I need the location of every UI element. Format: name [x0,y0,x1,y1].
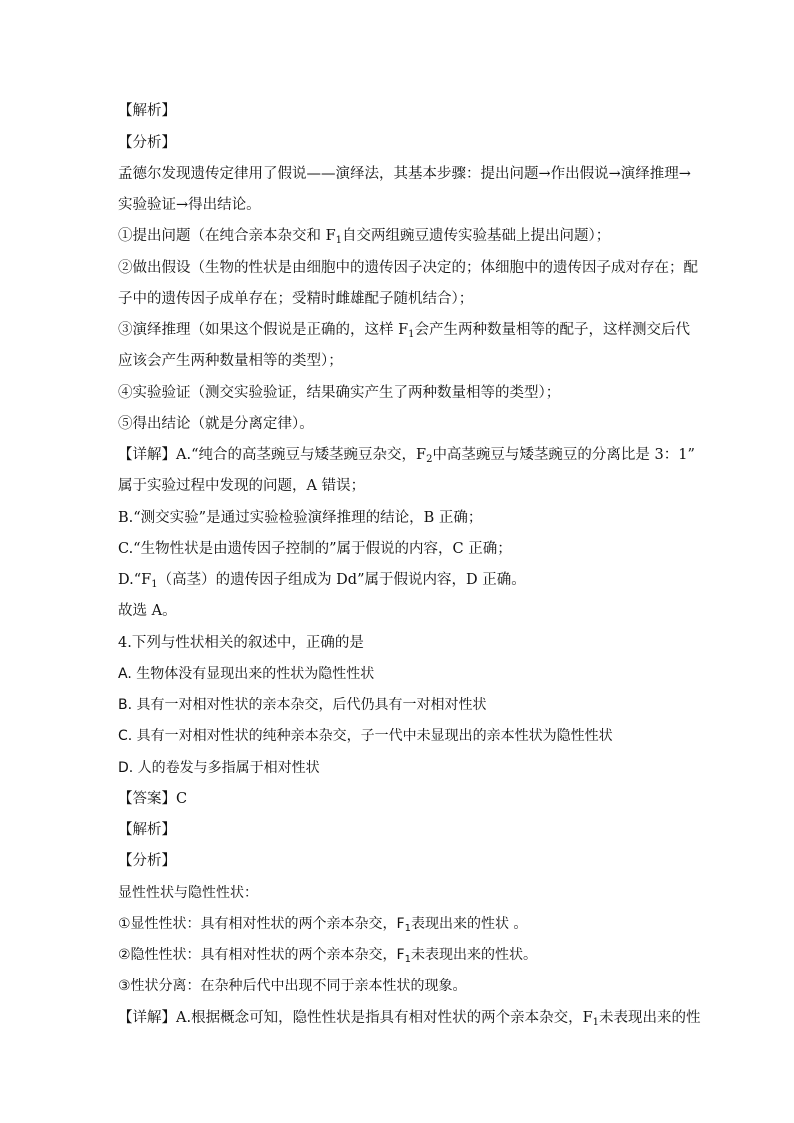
line-30 [118,1008,701,1028]
line-16-pre: D.“F [118,572,152,588]
line-8-pre: ③演绎推理（如果这个假说是正确的，这样 F [118,322,409,338]
line-5-sub: 1 [335,235,343,246]
line-12-pre: 【详解】A.“纯合的高茎豌豆与矮茎豌豆杂交，F [118,447,427,463]
line-5-pre: ①提出问题（在纯合亲本杂交和 F [118,228,336,244]
line-29: ③性状分离：在杂种后代中出现不同于亲本性状的现象。 [118,978,467,994]
line-16 [118,570,684,590]
line-9: 应该会产生两种数量相等的类型）； [118,353,343,369]
line-12-post: 中高茎豌豆与矮茎豌豆的分离比是 3：1” [432,447,695,463]
line-12-sub: 2 [426,454,433,465]
line-28-sub: 1 [404,954,411,965]
answer-line: 【答案】C [118,791,188,807]
line-6: ②做出假设（生物的性状是由细胞中的遗传因子决定的；体细胞中的遗传因子成对存在；配 [118,260,698,276]
line-3: 孟德尔发现遗传定律用了假说——演绎法，其基本步骤：提出问题→作出假说→演绎推理→ [118,166,691,182]
line-30-post: 未表现出来的性 [599,1010,701,1026]
line-7: 子中的遗传因子成单存在；受精时雌雄配子随机结合）； [118,291,474,307]
line-30-sub: 1 [592,1017,600,1028]
option-c: C. 具有一对相对性状的纯种亲本杂交，子一代中未显现出的亲本性状为隐性性状 [118,728,613,744]
question-4-stem: 4.下列与性状相关的叙述中，正确的是 [118,635,364,651]
line-2: 【分析】 [118,135,176,151]
line-15: C.“生物性状是由遗传因子控制的”属于假说的内容，C 正确； [118,541,512,557]
line-17: 故选 A。 [118,603,177,619]
line-1: 【解析】 [118,103,176,119]
line-28 [118,945,684,965]
line-8-sub: 1 [408,329,415,340]
line-16-sub: 1 [151,579,158,590]
line-27 [118,914,684,934]
line-11: ⑤得出结论（就是分离定律）。 [118,416,314,432]
option-a: A. 生物体没有显现出来的性状为隐性性状 [118,666,375,682]
line-14: B.“测交实验”是通过实验检验演绎推理的结论，B 正确； [118,510,483,526]
line-12 [118,445,695,465]
line-8-post: 会产生两种数量相等的配子，这样测交后代 [414,322,691,338]
line-27-sub: 1 [404,923,411,934]
line-24: 【解析】 [118,822,176,838]
line-28-post: 未表现出来的性状。 [410,947,537,963]
line-27-post: 表现出来的性状 。 [410,916,528,932]
option-b: B. 具有一对相对性状的亲本杂交，后代仍具有一对相对性状 [118,697,487,713]
line-25: 【分析】 [118,853,176,869]
line-4: 实验验证→得出结论。 [118,197,261,213]
line-10: ④实验验证（测交实验验证，结果确实产生了两种数量相等的类型）； [118,385,561,401]
line-13: 属于实验过程中发现的问题，A 错误； [118,478,366,494]
line-26: 显性性状与隐性性状： [118,885,258,901]
line-8 [118,320,691,340]
line-28-pre: ②隐性性状：具有相对性状的两个亲本杂交，F [118,947,405,963]
line-5-post: 自交两组豌豆遗传实验基础上提出问题）； [342,228,611,244]
line-27-pre: ①显性性状：具有相对性状的两个亲本杂交，F [118,916,405,932]
line-30-pre: 【详解】A.根据概念可知，隐性性状是指具有相对性状的两个亲本杂交，F [118,1010,593,1026]
line-5 [118,226,684,246]
option-d: D. 人的卷发与多指属于相对性状 [118,760,320,776]
line-16-post: （高茎）的遗传因子组成为 Dd”属于假说内容，D 正确。 [157,572,526,588]
